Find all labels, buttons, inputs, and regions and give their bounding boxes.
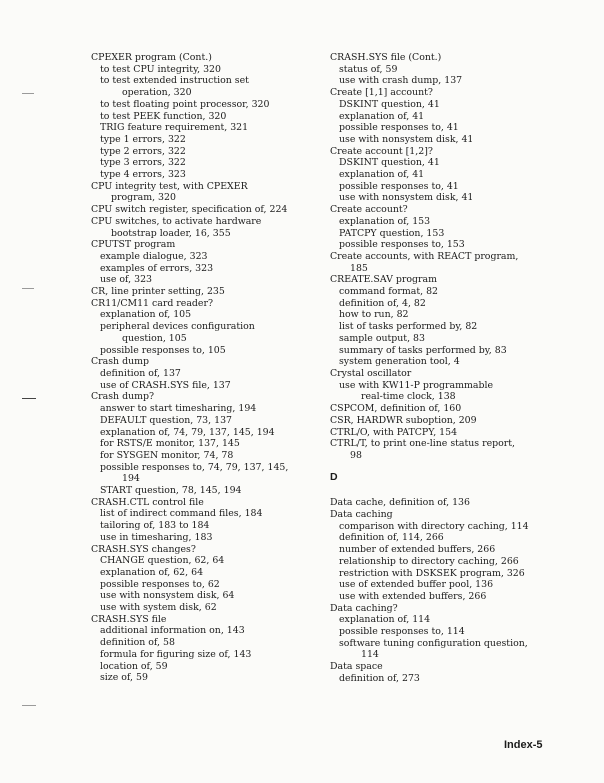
- index-subentry: how to run, 82: [339, 309, 409, 321]
- index-entry: CRASH.CTL control file: [91, 496, 204, 508]
- index-subentry: tailoring of, 183 to 184: [100, 520, 210, 532]
- index-subentry: explanation of, 153: [339, 215, 431, 227]
- index-entry: Create account?: [330, 204, 408, 216]
- index-subentry: to test CPU integrity, 320: [100, 63, 221, 75]
- index-subentry: use with system disk, 62: [100, 602, 217, 614]
- index-subentry: use in timesharing, 183: [100, 531, 213, 543]
- index-entry: CPU switch register, specification of, 224: [91, 204, 288, 216]
- index-subentry: type 1 errors, 322: [100, 133, 186, 145]
- index-subentry: use with extended buffers, 266: [339, 590, 487, 602]
- index-entry: CSR, HARDWR suboption, 209: [330, 414, 477, 426]
- index-entry: Create accounts, with REACT program,: [330, 250, 519, 262]
- index-subentry: explanation of, 114: [339, 614, 431, 626]
- index-subentry: type 2 errors, 322: [100, 145, 186, 157]
- index-subentry: DSKINT question, 41: [339, 157, 440, 169]
- index-entry: CR, line printer setting, 235: [91, 286, 225, 298]
- index-entry: CPU integrity test, with CPEXER: [91, 180, 248, 192]
- index-subentry: explanation of, 105: [100, 309, 192, 321]
- index-subentry: DEFAULT question, 73, 137: [100, 414, 233, 426]
- index-group-c-continued: [330, 52, 570, 462]
- index-subentry: explanation of, 62, 64: [100, 566, 204, 578]
- index-subentry: list of indirect command files, 184: [100, 508, 263, 520]
- index-subentry: possible responses to, 105: [100, 344, 226, 356]
- index-entry: CREATE.SAV program: [330, 274, 437, 286]
- index-subentry: status of, 59: [339, 63, 398, 75]
- index-subentry: use with crash dump, 137: [339, 75, 463, 87]
- index-subentry: definition of, 273: [339, 672, 420, 684]
- index-entry: Data space: [330, 661, 383, 673]
- scan-mark: [22, 705, 36, 706]
- index-subentry: definition of, 58: [100, 637, 175, 649]
- index-subentry: 98: [350, 449, 362, 461]
- index-subentry: question, 105: [122, 332, 187, 344]
- index-subentry: TRIG feature requirement, 321: [100, 122, 249, 134]
- scan-mark: [22, 288, 34, 289]
- index-entry: CRASH.SYS file: [91, 613, 167, 625]
- index-subentry: 194: [122, 473, 140, 485]
- index-subentry: location of, 59: [100, 660, 168, 672]
- index-subentry: use of extended buffer pool, 136: [339, 579, 494, 591]
- index-subentry: CHANGE question, 62, 64: [100, 555, 225, 567]
- index-subentry: program, 320: [111, 192, 176, 204]
- index-subentry: system generation tool, 4: [339, 356, 460, 368]
- index-subentry: to test extended instruction set: [100, 75, 249, 87]
- index-subentry: restriction with DSKSEK program, 326: [339, 567, 525, 579]
- index-entry: Crash dump: [91, 356, 150, 368]
- index-subentry: definition of, 137: [100, 367, 181, 379]
- index-subentry: examples of errors, 323: [100, 262, 214, 274]
- index-subentry: PATCPY question, 153: [339, 227, 445, 239]
- index-subentry: answer to start timesharing, 194: [100, 403, 257, 415]
- scan-mark: [22, 93, 34, 94]
- index-entry: CTRL/T, to print one-line status report,: [330, 438, 515, 450]
- index-subentry: possible responses to, 62: [100, 578, 220, 590]
- index-entry: CSPCOM, definition of, 160: [330, 403, 462, 415]
- index-subentry: for RSTS/E monitor, 137, 145: [100, 438, 240, 450]
- index-subentry: sample output, 83: [339, 332, 425, 344]
- index-entry: CPEXER program (Cont.): [91, 52, 212, 63]
- index-subentry: additional information on, 143: [100, 625, 245, 637]
- index-column-left: [91, 52, 317, 684]
- index-subentry: explanation of, 41: [339, 110, 425, 122]
- index-subentry: number of extended buffers, 266: [339, 544, 496, 556]
- index-subentry: to test floating point processor, 320: [100, 98, 270, 110]
- index-subentry: 185: [350, 262, 368, 274]
- index-subentry: possible responses to, 74, 79, 137, 145,: [100, 461, 289, 473]
- index-subentry: START question, 78, 145, 194: [100, 485, 242, 497]
- page-number: Index-5: [504, 739, 543, 751]
- index-subentry: type 3 errors, 322: [100, 157, 186, 169]
- index-subentry: operation, 320: [122, 87, 192, 99]
- index-subentry: list of tasks performed by, 82: [339, 321, 478, 333]
- scan-mark: [22, 398, 36, 399]
- index-entry: CTRL/O, with PATCPY, 154: [330, 426, 458, 438]
- index-subentry: size of, 59: [100, 672, 148, 684]
- index-subentry: 114: [361, 649, 379, 661]
- index-entry: CRASH.SYS file (Cont.): [330, 52, 442, 63]
- index-column-right: [330, 52, 570, 685]
- index-subentry: possible responses to, 153: [339, 239, 465, 251]
- index-subentry: command format, 82: [339, 286, 439, 298]
- index-subentry: bootstrap loader, 16, 355: [111, 227, 231, 239]
- index-subentry: use of, 323: [100, 274, 153, 286]
- index-subentry: definition of, 4, 82: [339, 297, 426, 309]
- index-entry: Create [1,1] account?: [330, 87, 433, 99]
- index-subentry: summary of tasks performed by, 83: [339, 344, 507, 356]
- index-subentry: possible responses to, 41: [339, 122, 459, 134]
- index-subentry: for SYSGEN monitor, 74, 78: [100, 449, 234, 461]
- index-subentry: explanation of, 74, 79, 137, 145, 194: [100, 426, 275, 438]
- index-subentry: possible responses to, 114: [339, 626, 465, 638]
- index-subentry: real-time clock, 138: [361, 391, 456, 403]
- index-subentry: definition of, 114, 266: [339, 532, 444, 544]
- index-subentry: use with nonsystem disk, 41: [339, 192, 474, 204]
- index-entry: Data caching?: [330, 602, 398, 614]
- index-entry: CRASH.SYS changes?: [91, 543, 196, 555]
- index-group-d: [330, 497, 570, 684]
- index-entry: CPU switches, to activate hardware: [91, 215, 262, 227]
- index-entry: Data cache, definition of, 136: [330, 497, 470, 509]
- index-subentry: use with KW11-P programmable: [339, 379, 493, 391]
- index-subentry: explanation of, 41: [339, 169, 425, 181]
- index-subentry: use of CRASH.SYS file, 137: [100, 379, 231, 391]
- index-entry: Data caching: [330, 509, 393, 521]
- index-subentry: comparison with directory caching, 114: [339, 520, 529, 532]
- index-entry: Create account [1,2]?: [330, 145, 433, 157]
- index-entry: CR11/CM11 card reader?: [91, 297, 213, 309]
- index-subentry: DSKINT question, 41: [339, 98, 440, 110]
- index-subentry: example dialogue, 323: [100, 250, 208, 262]
- index-subentry: to test PEEK function, 320: [100, 110, 227, 122]
- index-subentry: use with nonsystem disk, 41: [339, 133, 474, 145]
- index-subentry: possible responses to, 41: [339, 180, 459, 192]
- index-subentry: software tuning configuration question,: [339, 637, 528, 649]
- index-entry: Crash dump?: [91, 391, 155, 403]
- index-subentry: formula for figuring size of, 143: [100, 648, 252, 660]
- index-subentry: peripheral devices configuration: [100, 321, 255, 333]
- section-letter-heading: D: [330, 470, 338, 483]
- index-entry: CPUTST program: [91, 239, 176, 251]
- index-subentry: use with nonsystem disk, 64: [100, 590, 235, 602]
- index-subentry: relationship to directory caching, 266: [339, 555, 519, 567]
- index-subentry: type 4 errors, 323: [100, 169, 186, 181]
- index-entry: Crystal oscillator: [330, 367, 412, 379]
